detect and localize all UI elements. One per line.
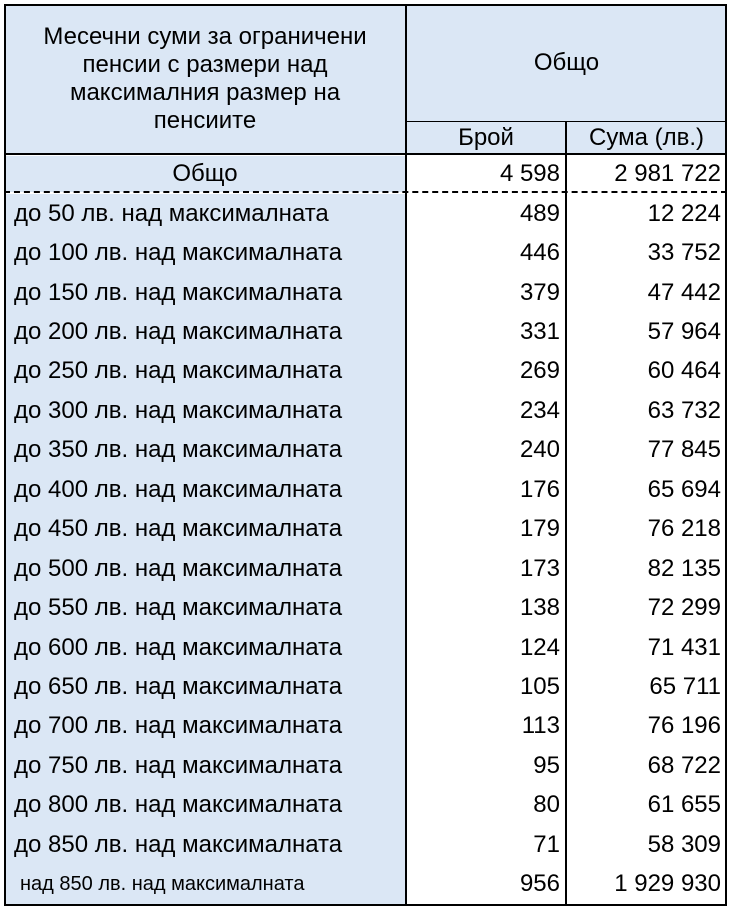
row-count bbox=[406, 233, 566, 272]
sum-column-header-text: Сума (лв.) bbox=[589, 124, 704, 151]
pension-table bbox=[4, 4, 727, 906]
row-sum-text: 77 845 bbox=[647, 436, 721, 464]
row-label-text: до 400 лв. над максималната bbox=[14, 475, 343, 503]
row-sum-text: 12 224 bbox=[647, 199, 721, 227]
row-sum-text: 1 929 930 bbox=[614, 870, 721, 898]
row-label bbox=[4, 352, 406, 391]
row-sum bbox=[566, 352, 727, 391]
row-label-text: до 700 лв. над максималната bbox=[14, 712, 343, 740]
row-sum bbox=[566, 707, 727, 746]
row-count bbox=[406, 707, 566, 746]
row-sum bbox=[566, 233, 727, 272]
row-label-text: до 200 лв. над максималната bbox=[14, 318, 343, 346]
row-sum-text: 82 135 bbox=[647, 554, 721, 582]
row-count bbox=[406, 470, 566, 509]
row-count bbox=[406, 865, 566, 904]
row-count-text: 80 bbox=[533, 791, 560, 819]
row-label bbox=[4, 273, 406, 312]
row-sum bbox=[566, 470, 727, 509]
row-sum bbox=[566, 628, 727, 667]
divider-label-column bbox=[405, 4, 407, 906]
row-sum-text: 65 711 bbox=[649, 673, 721, 701]
row-sum bbox=[566, 588, 727, 627]
row-sum bbox=[566, 667, 727, 706]
row-count bbox=[406, 746, 566, 785]
total-count bbox=[406, 156, 566, 192]
row-sum bbox=[566, 786, 727, 825]
row-sum-text: 57 964 bbox=[647, 318, 721, 346]
sum-column-header bbox=[566, 122, 727, 154]
total-row-label bbox=[4, 156, 406, 192]
row-sum-text: 47 442 bbox=[647, 278, 721, 306]
row-label-text: до 450 лв. над максималната bbox=[14, 515, 343, 543]
row-count-text: 71 bbox=[533, 830, 560, 858]
row-sum-text: 65 694 bbox=[647, 475, 721, 503]
row-sum-text: 61 655 bbox=[647, 791, 721, 819]
row-label-text: до 650 лв. над максималната bbox=[14, 673, 343, 701]
row-sum bbox=[566, 312, 727, 351]
row-count-text: 240 bbox=[519, 436, 560, 464]
border-top bbox=[4, 4, 727, 6]
row-label bbox=[4, 865, 406, 904]
row-count bbox=[406, 273, 566, 312]
row-sum bbox=[566, 194, 727, 233]
row-label-text: над 850 лв. над максималната bbox=[20, 872, 305, 895]
row-label bbox=[4, 391, 406, 430]
group-header bbox=[406, 4, 727, 122]
row-label bbox=[4, 470, 406, 509]
row-sum bbox=[566, 510, 727, 549]
row-label bbox=[4, 707, 406, 746]
row-sum bbox=[566, 549, 727, 588]
total-sum-text: 2 981 722 bbox=[614, 160, 721, 187]
row-label bbox=[4, 431, 406, 470]
row-label-header bbox=[4, 4, 406, 154]
row-count bbox=[406, 786, 566, 825]
row-label-text: до 100 лв. над максималната bbox=[14, 239, 343, 267]
divider-count-sum bbox=[565, 121, 567, 906]
row-count-text: 113 bbox=[521, 712, 560, 740]
row-label bbox=[4, 786, 406, 825]
row-sum-text: 72 299 bbox=[647, 594, 721, 622]
row-sum-text: 68 722 bbox=[647, 751, 721, 779]
count-column-header bbox=[406, 122, 566, 154]
border-left bbox=[4, 4, 6, 906]
row-count-text: 176 bbox=[519, 475, 560, 503]
row-count-text: 489 bbox=[519, 199, 560, 227]
row-count-text: 95 bbox=[533, 751, 560, 779]
row-count-text: 105 bbox=[519, 673, 560, 701]
row-label bbox=[4, 510, 406, 549]
total-sum bbox=[566, 156, 727, 192]
row-count bbox=[406, 194, 566, 233]
row-label bbox=[4, 549, 406, 588]
row-label-text: до 500 лв. над максималната bbox=[14, 554, 343, 582]
row-count bbox=[406, 628, 566, 667]
row-label bbox=[4, 233, 406, 272]
row-count-text: 138 bbox=[519, 594, 560, 622]
row-sum bbox=[566, 431, 727, 470]
row-count bbox=[406, 391, 566, 430]
row-label-text: до 300 лв. над максималната bbox=[14, 396, 343, 424]
row-count bbox=[406, 825, 566, 864]
row-label bbox=[4, 588, 406, 627]
row-count bbox=[406, 352, 566, 391]
row-sum-text: 76 218 bbox=[647, 515, 721, 543]
border-right bbox=[725, 4, 727, 906]
divider-header-body bbox=[4, 153, 727, 155]
row-count-text: 179 bbox=[519, 515, 560, 543]
row-sum-text: 60 464 bbox=[647, 357, 721, 385]
row-count-text: 379 bbox=[519, 278, 560, 306]
row-sum-text: 33 752 bbox=[647, 239, 721, 267]
row-sum bbox=[566, 825, 727, 864]
row-label-text: до 850 лв. над максималната bbox=[14, 830, 343, 858]
row-count-text: 173 bbox=[519, 554, 560, 582]
row-label bbox=[4, 312, 406, 351]
row-count-text: 956 bbox=[519, 870, 560, 898]
row-label bbox=[4, 825, 406, 864]
row-label-text: до 750 лв. над максималната bbox=[14, 751, 343, 779]
divider-total-dashed bbox=[4, 191, 727, 193]
row-sum-text: 71 431 bbox=[647, 633, 721, 661]
row-count bbox=[406, 510, 566, 549]
row-count bbox=[406, 667, 566, 706]
row-label-text: до 350 лв. над максималната bbox=[14, 436, 343, 464]
row-label-header-text: Месечни суми за ограничени пенсии с размери над максималния размер на пенсиите bbox=[43, 23, 367, 134]
row-sum bbox=[566, 746, 727, 785]
row-label bbox=[4, 746, 406, 785]
row-label-text: до 250 лв. над максималната bbox=[14, 357, 343, 385]
row-sum-text: 58 309 bbox=[647, 830, 721, 858]
row-count bbox=[406, 431, 566, 470]
row-label-text: до 800 лв. над максималната bbox=[14, 791, 343, 819]
row-count-text: 234 bbox=[519, 396, 560, 424]
row-count-text: 269 bbox=[519, 357, 560, 385]
row-sum bbox=[566, 391, 727, 430]
row-count bbox=[406, 312, 566, 351]
row-label bbox=[4, 194, 406, 233]
row-sum bbox=[566, 865, 727, 904]
row-label-text: до 50 лв. над максималната bbox=[14, 199, 329, 227]
row-label bbox=[4, 628, 406, 667]
group-header-text: Общо bbox=[533, 49, 600, 76]
row-count-text: 331 bbox=[519, 318, 560, 346]
row-sum-text: 63 732 bbox=[647, 396, 721, 424]
row-count-text: 124 bbox=[519, 633, 560, 661]
row-count bbox=[406, 549, 566, 588]
count-column-header-text: Брой bbox=[458, 124, 514, 151]
row-label bbox=[4, 667, 406, 706]
row-sum-text: 76 196 bbox=[647, 712, 721, 740]
row-label-text: до 150 лв. над максималната bbox=[14, 278, 343, 306]
row-sum bbox=[566, 273, 727, 312]
row-count bbox=[406, 588, 566, 627]
row-count-text: 446 bbox=[519, 239, 560, 267]
border-bottom bbox=[4, 904, 727, 906]
row-label-text: до 600 лв. над максималната bbox=[14, 633, 343, 661]
total-label-text: Общо bbox=[172, 160, 238, 187]
row-label-text: до 550 лв. над максималната bbox=[14, 594, 343, 622]
divider-group-subheader bbox=[405, 121, 727, 122]
total-count-text: 4 598 bbox=[499, 160, 560, 187]
